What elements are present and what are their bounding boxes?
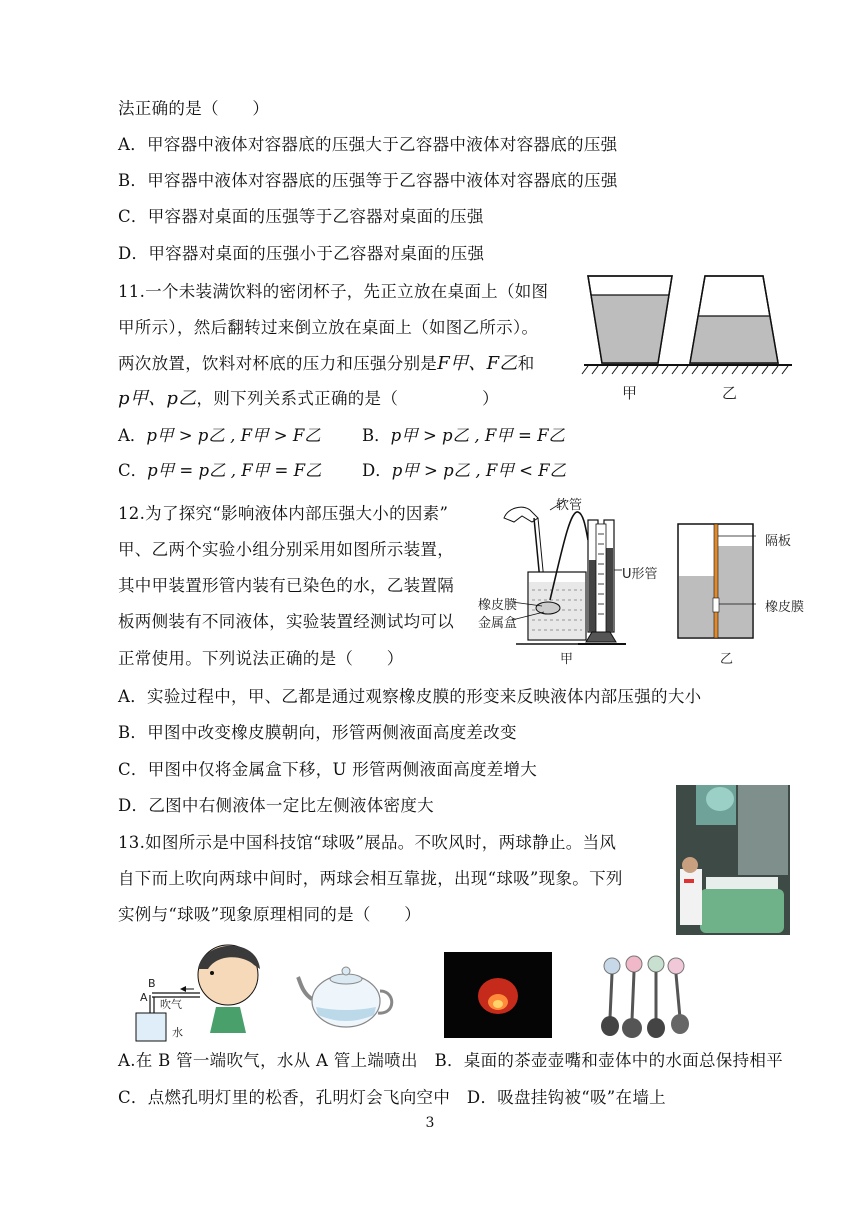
q11-fig-label-jia: 甲 [622,384,638,402]
q12-line3: 其中甲装置形管内装有已染色的水，乙装置隔 [118,576,454,595]
q12-fig-jia: 甲 [560,652,574,667]
hand-sketch [504,507,538,522]
q11-pressure-symbols: p甲、p乙 [118,388,197,409]
q11-option-b-text: p甲 > p乙 , F甲 = F乙 [390,426,566,445]
q11-line3-pre: 两次放置，饮料对杯底的压力和压强分别是 [118,354,438,373]
q10-option-a: A．甲容器中液体对容器底的压强大于乙容器中液体对容器底的压强 [118,135,618,154]
q13-fig-label-chuiqi: 吹气 [160,998,182,1011]
q11-option-b [362,425,565,447]
boy-shirt [210,1007,246,1033]
q11-option-c [118,460,322,482]
q13-fig-label-shui: 水 [172,1026,183,1039]
metal-box [536,602,560,614]
q11-option-c-label: C． [118,461,148,480]
q11-line3 [118,353,535,375]
teapot-spout [298,977,312,999]
q12-option-d: D．乙图中右侧液体一定比左侧液体密度大 [118,796,434,815]
partition-board [714,524,718,638]
q11-option-c-text: p甲 = p乙 , F甲 = F乙 [147,461,322,480]
page-number: 3 [425,1115,435,1131]
cup-yi-liquid [690,316,778,363]
q11-option-d-label: D． [362,461,392,480]
q12-fig-yi: 乙 [720,652,734,667]
q11-option-d [362,460,566,482]
q12-option-c: C．甲图中仅将金属盒下移，U 形管两侧液面高度差增大 [118,760,538,779]
q10-option-d: D．甲容器对桌面的压强小于乙容器对桌面的压强 [118,244,485,263]
q13-fig-suction-hooks [596,952,696,1040]
q12-container-yi [676,522,756,640]
cup-jia-liquid [591,295,669,363]
water-beaker [136,1013,166,1041]
q12-fig-ruanguan: 软管 [556,498,583,513]
q12-line1: 12.为了探究“影响液体内部压强大小的因素” [118,504,449,523]
q13-options-ab: A.在 B 管一端吹气，水从 A 管上端喷出 B．桌面的茶壶壶嘴和壶体中的水面总保持相平 [118,1051,784,1070]
q12-fig-geban: 隔板 [765,534,792,549]
q13-line1: 13.如图所示是中国科技馆“球吸”展品。不吹风时，两球静止。当风 [118,833,617,852]
q10-option-c: C．甲容器对桌面的压强等于乙容器对桌面的压强 [118,207,484,226]
q11-option-a-text: p甲 > p乙 , F甲 > F乙 [146,426,321,445]
q11-option-b-label: B． [362,426,391,445]
q11-option-a-label: A． [118,426,147,445]
q11-force-symbols: F甲、F乙 [437,353,518,374]
q12-fig-jinshuhe: 金属盒 [478,616,518,631]
q13-options-cd: C．点燃孔明灯里的松香，孔明灯会飞向空中 D．吸盘挂钩被“吸”在墙上 [118,1088,666,1107]
q11-line2: 甲所示），然后翻转过来倒立放在桌面上（如图乙所示）。 [118,318,539,337]
q13-fig-label-b: B [148,977,156,990]
q11-cups-figure [580,268,795,403]
q11-line4-post: ，则下列关系式正确的是（ ） [196,389,499,408]
rubber-membrane [713,598,719,612]
q11-line3-post: 和 [517,354,535,373]
q13-line3: 实例与“球吸”现象原理相同的是（ ） [118,905,422,924]
q13-fig-teapot [296,955,396,1031]
q12-fig-xiangpimo: 橡皮膜 [478,598,518,613]
q13-fig-sky-lantern [444,952,552,1038]
q10-stem-end: 法正确的是（ ） [118,99,270,118]
q13-museum-photo [676,785,790,935]
q13-fig-label-a: A [140,991,148,1004]
q12-line4: 板两侧装有不同液体，实验装置经测试均可以 [118,612,454,631]
q11-line4 [118,388,499,410]
q12-fig-xiangpimo2: 橡皮膜 [765,600,805,615]
q11-option-d-text: p甲 > p乙 , F甲 < F乙 [391,461,567,480]
q11-option-a [118,425,321,447]
q12-line5: 正常使用。下列说法正确的是（ ） [118,649,404,668]
q13-line2: 自下而上吹向两球中间时，两球会相互靠拢，出现“球吸”现象。下列 [118,869,623,888]
q11-line1: 11.一个未装满饮料的密闭杯子，先正立放在桌面上（如图 [118,282,549,301]
left-liquid [679,576,714,637]
right-liquid [717,546,752,637]
q11-fig-label-yi: 乙 [722,384,738,402]
q12-option-a: A．实验过程中，甲、乙都是通过观察橡皮膜的形变来反映液体内部压强的大小 [118,687,702,706]
q12-option-b: B．甲图中改变橡皮膜朝向，形管两侧液面高度差改变 [118,723,517,742]
q12-line2: 甲、乙两个实验小组分别采用如图所示装置， [118,540,454,559]
q12-fig-uxingguan: U形管 [622,567,658,582]
q10-option-b: B．甲容器中液体对容器底的压强等于乙容器中液体对容器底的压强 [118,171,618,190]
